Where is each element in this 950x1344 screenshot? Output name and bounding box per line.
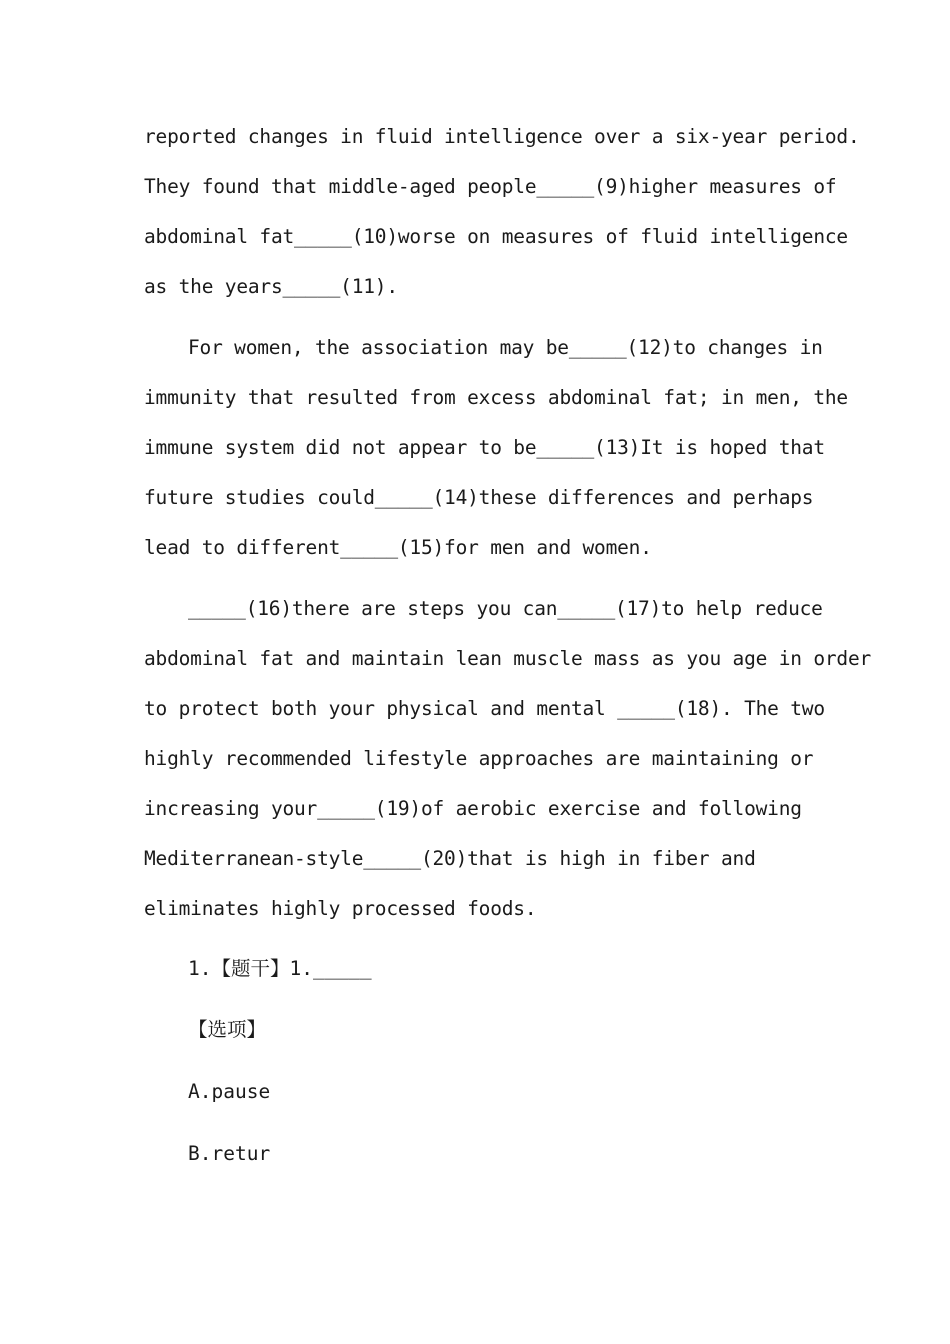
passage-line: to protect both your physical and mental _____(18). The two <box>144 697 825 720</box>
passage-line: Mediterranean-style_____(20)that is high in fiber and <box>144 847 756 870</box>
options-header: 【选项】 <box>188 1018 267 1041</box>
passage-paragraph-3 <box>144 584 872 934</box>
passage-line: increasing your_____(19)of aerobic exercise and following <box>144 797 802 820</box>
option-a[interactable]: A.pause <box>188 1080 271 1103</box>
passage-line: reported changes in fluid intelligence over a six-year period. <box>144 125 860 148</box>
passage-line: They found that middle-aged people_____(9)higher measures of <box>144 175 837 198</box>
passage-line: immunity that resulted from excess abdominal fat; in men, the <box>144 386 848 409</box>
passage-line: eliminates highly processed foods. <box>144 897 537 920</box>
passage-line: For women, the association may be_____(12)to changes in <box>188 336 823 359</box>
passage-line: _____(16)there are steps you can_____(17)to help reduce <box>188 597 823 620</box>
option-b[interactable]: B.retur <box>188 1142 271 1165</box>
passage-line: lead to different_____(15)for men and women. <box>144 536 652 559</box>
passage-line: as the years_____(11). <box>144 275 398 298</box>
passage-line: abdominal fat_____(10)worse on measures of fluid intelligence <box>144 225 848 248</box>
passage-line: future studies could_____(14)these differences and perhaps <box>144 486 814 509</box>
passage-line: highly recommended lifestyle approaches are maintaining or <box>144 747 814 770</box>
passage-line: abdominal fat and maintain lean muscle mass as you age in order <box>144 647 872 670</box>
passage-paragraph-1 <box>144 112 860 312</box>
question-stem: 1.【题干】1._____ <box>188 957 372 980</box>
passage-paragraph-2 <box>144 323 848 573</box>
passage-line: immune system did not appear to be_____(13)It is hoped that <box>144 436 825 459</box>
